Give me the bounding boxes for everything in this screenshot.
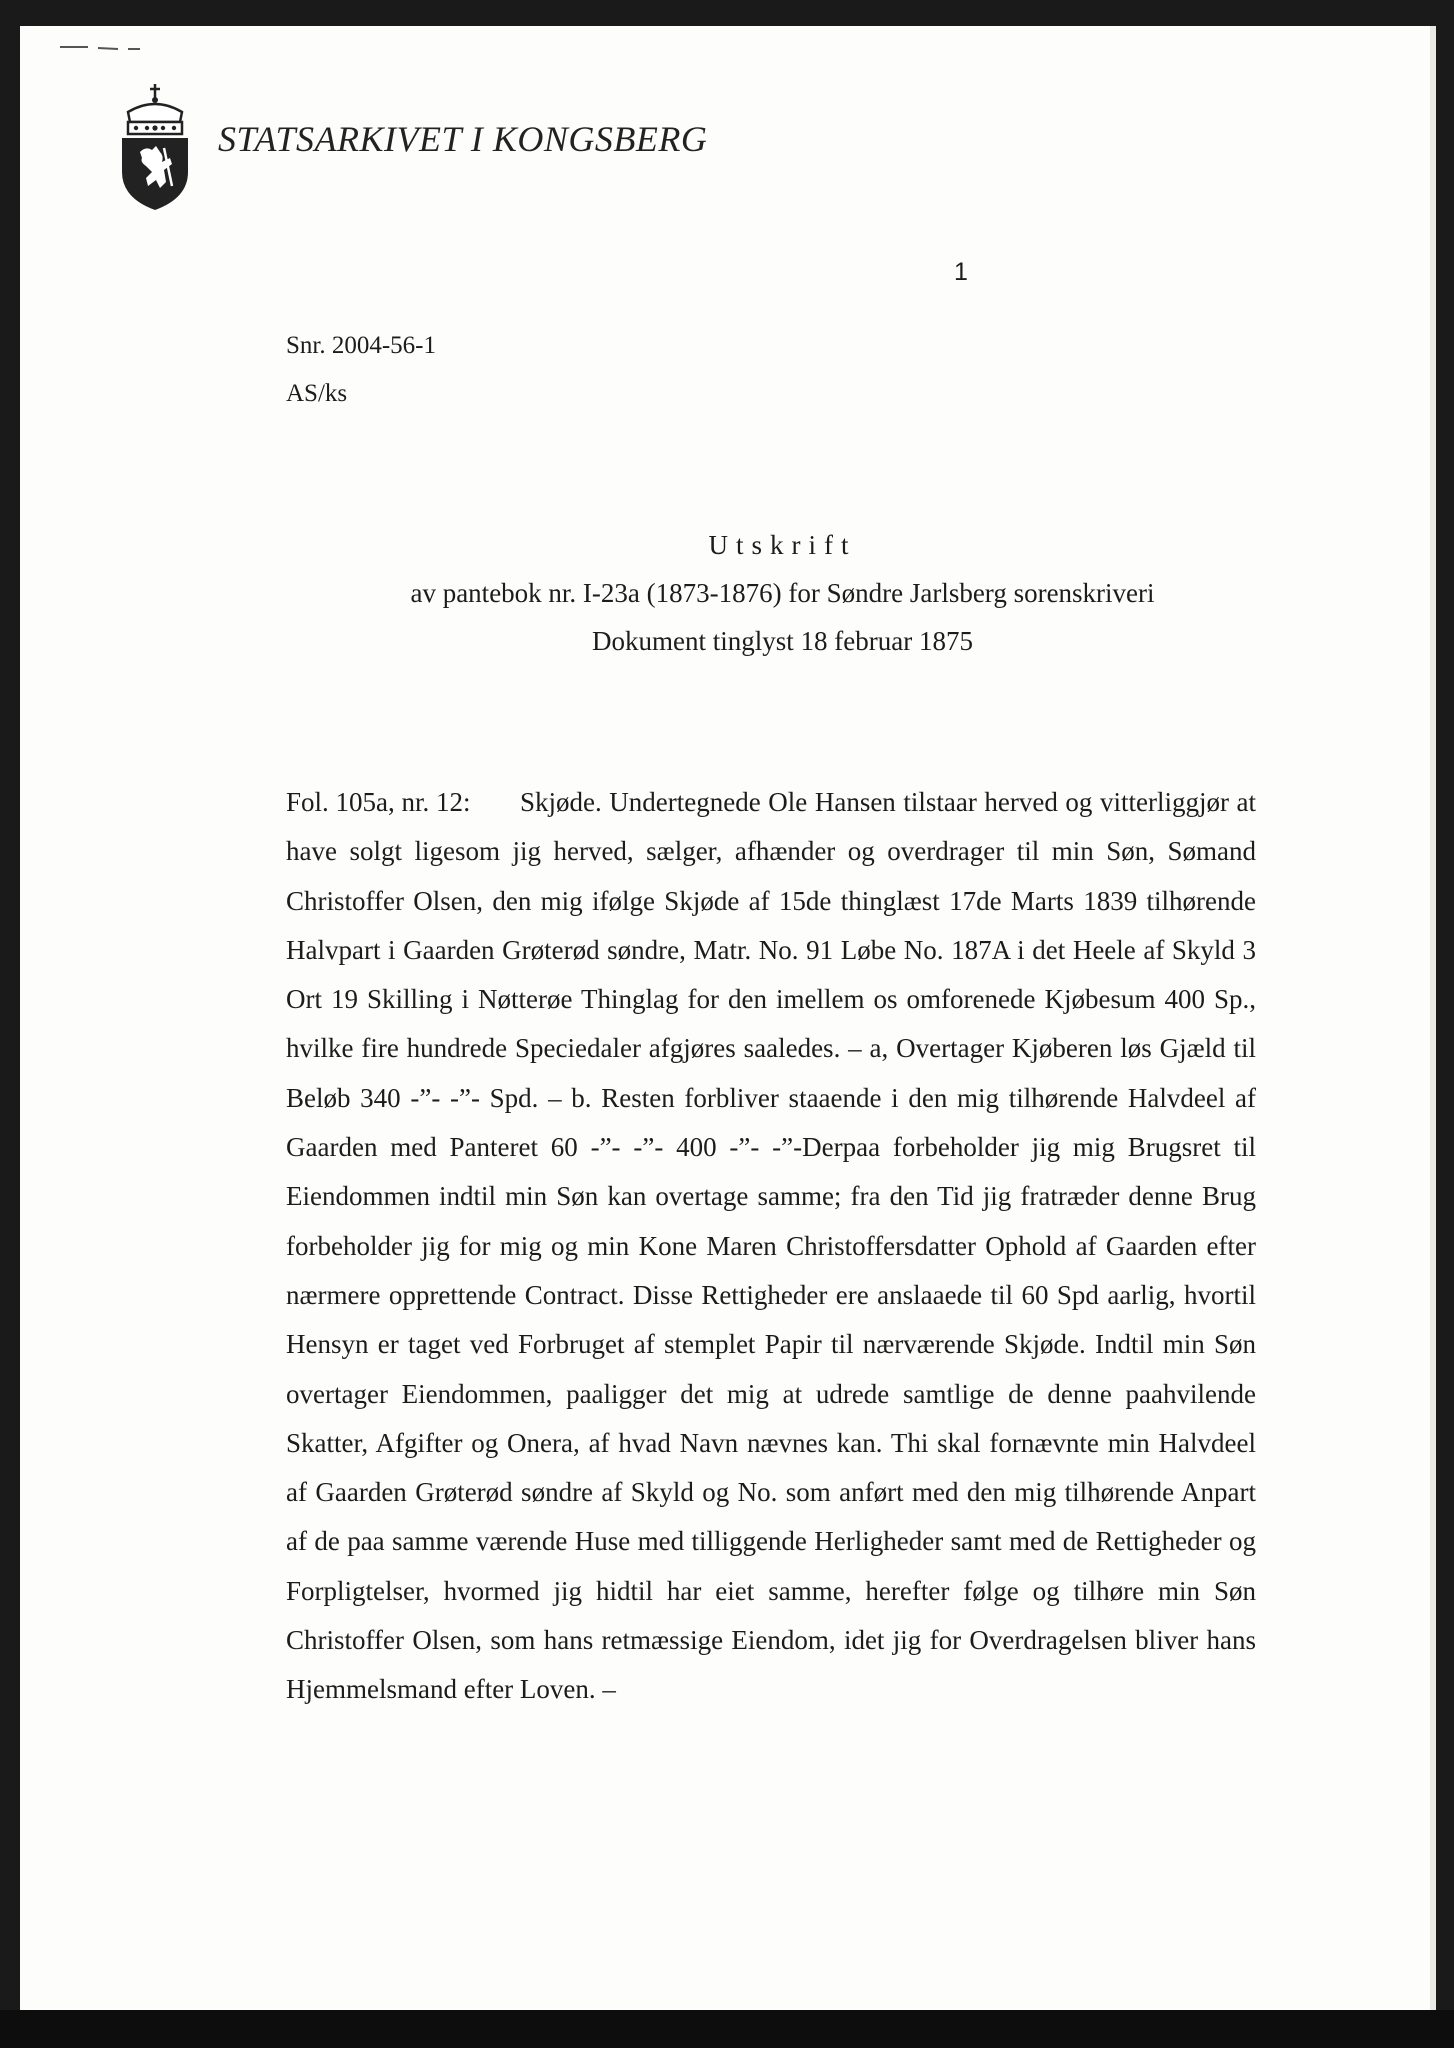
document-page — [20, 26, 1436, 2010]
scan-mark — [58, 40, 178, 54]
folio-reference: Fol. 105a, nr. 12: — [286, 787, 471, 817]
document-subtitle: av pantebok nr. I-23a (1873-1876) for Søndre Jarlsberg sorenskriveri — [410, 578, 1155, 608]
page-edge — [1430, 26, 1436, 2010]
archive-title: STATSARKIVET I KONGSBERG — [218, 119, 708, 159]
norwegian-coat-of-arms-icon — [116, 82, 194, 212]
body-paragraph — [286, 778, 1256, 1715]
document-date-line: Dokument tinglyst 18 februar 1875 — [592, 626, 973, 656]
document-title: Utskrift — [708, 530, 857, 560]
initials: AS/ks — [286, 380, 348, 407]
page-number: 1 — [954, 258, 968, 286]
scan-border — [0, 2010, 1454, 2048]
body-text: Skjøde. Undertegnede Ole Hansen tilstaar herved og vitterliggjør at have solgt ligesom jig herved, sælger, afhænder og overdrager til min Søn, Sømand Christoffer Olsen, den mig ifølge Skjøde af 15de thinglæst 17de Marts 1839 tilhørende Halvpart i Gaarden Grøterød søndre, Matr. No. 91 Løbe No. 187A i det Heele af Skyld 3 Ort 19 Skilling i Nøtterøe Thinglag for den imellem os omforenede Kjøbesum 400 Sp., hvilke fire hundrede Speciedaler afgjøres saaledes. – a, Overtager Kjøberen løs Gjæld til Beløb 340 -”- -”- Spd. – b. Resten forbliver staaende i den mig tilhørende Halvdeel af Gaarden med Panteret 60 -”- -”- 400 -”- -”-Derpaa forbeholder jig mig Brugsret til Eiendommen indtil min Søn kan overtage samme; fra den Tid jig fratræder denne Brug forbeholder jig for mig og min Kone Maren Christoffersdatter Ophold af Gaarden efter nærmere opprettende Contract. Disse Rettigheder ere anslaaede til 60 Spd aarlig, hvortil Hensyn er taget ved Forbruget af stemplet Papir til nærværende Skjøde. Indtil min Søn overtager Eiendommen, paaligger det mig at udrede samtlige de denne paahvilende Skatter, Afgifter og Onera, af hvad Navn nævnes kan. Thi skal fornævnte min Halvdeel af Gaarden Grøterød søndre af Skyld og No. som anført med den mig tilhørende Anpart af de paa samme værende Huse med tilliggende Herligheder samt med de Rettigheder og Forpligtelser, hvormed jig hidtil har eiet samme, herefter følge og tilhøre min Søn Christoffer Olsen, som hans retmæssige Eiendom, idet jig for Overdragelsen bliver hans Hjemmelsmand efter Loven. – — [286, 787, 1256, 1705]
case-number: Snr. 2004-56-1 — [286, 332, 436, 359]
